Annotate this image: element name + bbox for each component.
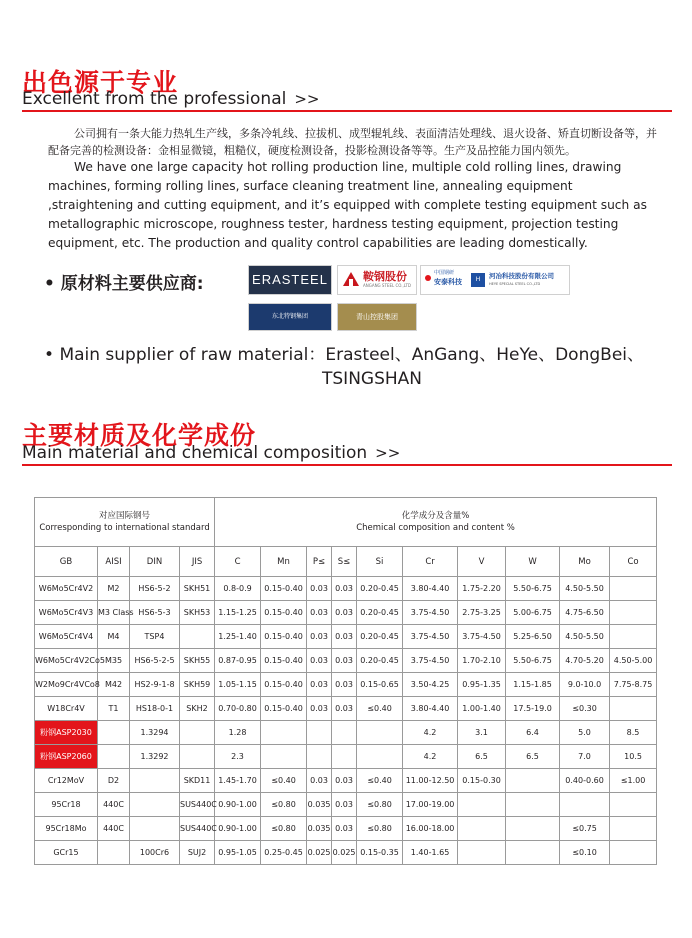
- angang-logo-text: 鞍钢股份: [363, 270, 407, 283]
- column-header-c: C: [215, 547, 261, 577]
- table-cell: 1.70-2.10: [458, 649, 506, 673]
- table-cell: SKH59: [180, 673, 215, 697]
- table-cell: [98, 745, 130, 769]
- table-cell: ≤0.80: [357, 817, 403, 841]
- table-cell: 4.2: [403, 745, 458, 769]
- table-cell: 1.3292: [130, 745, 180, 769]
- table-cell: 17.00-19.00: [403, 793, 458, 817]
- table-row: [35, 745, 657, 769]
- table-cell: SKH53: [180, 601, 215, 625]
- column-header-cr: Cr: [403, 547, 458, 577]
- table-row: [35, 601, 657, 625]
- table-cell: 10.5: [610, 745, 657, 769]
- table-cell: [458, 793, 506, 817]
- section-title-en-text: Excellent from the professional: [22, 89, 287, 109]
- table-cell: 9.0-10.0: [560, 673, 610, 697]
- table-cell: 0.15-0.40: [261, 649, 307, 673]
- column-header-si: Si: [357, 547, 403, 577]
- table-cell: 0.20-0.45: [357, 625, 403, 649]
- table-cell: 0.90-1.00: [215, 817, 261, 841]
- table-cell: 0.03: [307, 625, 332, 649]
- table-cell: [610, 577, 657, 601]
- table-cell: M3 Class: [98, 601, 130, 625]
- table-cell: 0.03: [332, 649, 357, 673]
- antai-logo-sub: 中国钢研: [434, 270, 455, 276]
- table-cell: 6.5: [458, 745, 506, 769]
- table-cell: ≤0.75: [560, 817, 610, 841]
- table-cell: [610, 841, 657, 865]
- tsingshan-logo: [337, 303, 417, 331]
- table-row: [35, 697, 657, 721]
- section2-divider: [22, 464, 672, 466]
- table-cell: 0.15-0.65: [357, 673, 403, 697]
- table-cell: [610, 601, 657, 625]
- table-cell: [506, 841, 560, 865]
- table-cell: W6Mo5Cr4V2Co5: [35, 649, 98, 673]
- table-cell: [506, 793, 560, 817]
- table-row: [35, 673, 657, 697]
- supplier-label-en-line1: Main supplier of raw material：Erasteel、AnGang、HeYe、DongBei、: [59, 345, 644, 365]
- table-cell: M42: [98, 673, 130, 697]
- table-cell: 5.50-6.75: [506, 577, 560, 601]
- table-cell: 6.4: [506, 721, 560, 745]
- table-cell: D2: [98, 769, 130, 793]
- table-cell: [560, 793, 610, 817]
- table-cell: [98, 721, 130, 745]
- table-cell: 2.75-3.25: [458, 601, 506, 625]
- table-cell: [506, 817, 560, 841]
- table-cell: [307, 721, 332, 745]
- column-header-mn: Mn: [261, 547, 307, 577]
- table-cell: SKH2: [180, 697, 215, 721]
- table-cell: 1.40-1.65: [403, 841, 458, 865]
- composition-header: [215, 498, 657, 547]
- table-row: [35, 817, 657, 841]
- table-cell: 5.50-6.75: [506, 649, 560, 673]
- table-cell: [261, 721, 307, 745]
- table-cell: 0.25-0.45: [261, 841, 307, 865]
- table-cell: 0.15-0.40: [261, 697, 307, 721]
- table-cell: 0.95-1.35: [458, 673, 506, 697]
- table-cell: 0.20-0.45: [357, 649, 403, 673]
- table-cell: 粉钢ASP2030: [35, 721, 98, 745]
- table-cell: 100Cr6: [130, 841, 180, 865]
- table-cell: 0.15-0.40: [261, 625, 307, 649]
- table-cell: [357, 745, 403, 769]
- supplier-label-en: • Main supplier of raw material：Erasteel、AnGang、HeYe、DongBei、 TSINGSHAN: [44, 343, 674, 391]
- table-cell: 0.87-0.95: [215, 649, 261, 673]
- table-cell: 0.035: [307, 817, 332, 841]
- table-cell: 1.3294: [130, 721, 180, 745]
- table-cell: 440C: [98, 817, 130, 841]
- table-cell: 0.15-0.40: [261, 601, 307, 625]
- table-cell: HS6-5-2-5: [130, 649, 180, 673]
- table-cell: 4.50-5.50: [560, 625, 610, 649]
- table-cell: 0.025: [307, 841, 332, 865]
- table-row: [35, 841, 657, 865]
- table-cell: 1.45-1.70: [215, 769, 261, 793]
- table-row: [35, 793, 657, 817]
- table-cell: SKH51: [180, 577, 215, 601]
- table-cell: [130, 817, 180, 841]
- table-cell: 4.50-5.00: [610, 649, 657, 673]
- table-cell: 0.8-0.9: [215, 577, 261, 601]
- table-cell: 0.03: [332, 697, 357, 721]
- dongbei-logo-text: 东北特钢集团: [271, 313, 308, 320]
- standard-header: [35, 498, 215, 547]
- table-cell: 0.03: [307, 697, 332, 721]
- table-row: [35, 577, 657, 601]
- table-cell: 0.90-1.00: [215, 793, 261, 817]
- heye-logo-sub: HEYE SPECIAL STEEL CO.,LTD: [489, 282, 541, 286]
- intro-paragraph-en: We have one large capacity hot rolling production line, multiple cold rolling lines, drawing machines, forming rolling lines, surface cleaning treatment line, annealing equipment ,straightening and cutting equipment, and it’s equipped with complete testing equipment such as metallographic microscope, roughness tester, hardness testing equipment, projection testing equipment, etc. The production and quality control capabilities are leading domestically.: [48, 160, 647, 250]
- table-cell: W6Mo5Cr4V2: [35, 577, 98, 601]
- table-cell: 0.15-0.40: [261, 673, 307, 697]
- angang-logo: [337, 265, 417, 295]
- table-cell: 2.3: [215, 745, 261, 769]
- table-cell: 95Cr18: [35, 793, 98, 817]
- table-cell: 0.03: [332, 577, 357, 601]
- table-cell: 8.5: [610, 721, 657, 745]
- table-cell: 0.70-0.80: [215, 697, 261, 721]
- table-row: [35, 769, 657, 793]
- arrows-icon: >>: [294, 90, 320, 108]
- table-cell: ≤0.80: [261, 793, 307, 817]
- table-cell: 1.15-1.85: [506, 673, 560, 697]
- table-cell: Cr12MoV: [35, 769, 98, 793]
- table-cell: SUS440C: [180, 817, 215, 841]
- table-cell: 0.03: [332, 793, 357, 817]
- table-cell: W18Cr4V: [35, 697, 98, 721]
- table-cell: 4.2: [403, 721, 458, 745]
- section-title-en: [22, 89, 319, 109]
- table-cell: SUS440C: [180, 793, 215, 817]
- table-cell: [610, 697, 657, 721]
- table-cell: W6Mo5Cr4V4: [35, 625, 98, 649]
- table-cell: 5.0: [560, 721, 610, 745]
- table-cell: 0.20-0.45: [357, 577, 403, 601]
- table-cell: M35: [98, 649, 130, 673]
- table-cell: 3.80-4.40: [403, 697, 458, 721]
- table-cell: 0.15-0.40: [261, 577, 307, 601]
- column-header-row: [35, 547, 657, 577]
- table-cell: ≤0.10: [560, 841, 610, 865]
- column-header-p: P≤: [307, 547, 332, 577]
- table-cell: 0.03: [332, 817, 357, 841]
- heye-logo: [420, 265, 570, 295]
- table-cell: 95Cr18Mo: [35, 817, 98, 841]
- table-cell: [332, 745, 357, 769]
- tsingshan-logo-text: 青山控股集团: [356, 313, 398, 321]
- column-header-aisi: AISI: [98, 547, 130, 577]
- table-cell: [130, 793, 180, 817]
- table-cell: 1.75-2.20: [458, 577, 506, 601]
- table-cell: 1.28: [215, 721, 261, 745]
- table-cell: TSP4: [130, 625, 180, 649]
- table-cell: HS6-5-3: [130, 601, 180, 625]
- table-cell: SUJ2: [180, 841, 215, 865]
- dongbei-logo: [248, 303, 332, 331]
- angang-logo-sub: ANGANG STEEL CO.,LTD: [363, 283, 411, 288]
- table-cell: 粉钢ASP2060: [35, 745, 98, 769]
- section-divider: [22, 110, 672, 112]
- table-cell: ≤0.80: [357, 793, 403, 817]
- table-cell: 4.70-5.20: [560, 649, 610, 673]
- table-cell: 0.025: [332, 841, 357, 865]
- table-cell: ≤0.40: [357, 769, 403, 793]
- table-cell: W6Mo5Cr4V3: [35, 601, 98, 625]
- section2-title-en: [22, 443, 400, 463]
- table-cell: [332, 721, 357, 745]
- supplier-label-cn-text: 原材料主要供应商:: [60, 274, 204, 294]
- supplier-label-cn: • 原材料主要供应商:: [44, 274, 204, 294]
- column-header-din: DIN: [130, 547, 180, 577]
- table-cell: 0.95-1.05: [215, 841, 261, 865]
- table-cell: GCr15: [35, 841, 98, 865]
- table-cell: 6.5: [506, 745, 560, 769]
- table-cell: 5.00-6.75: [506, 601, 560, 625]
- table-cell: 0.03: [332, 625, 357, 649]
- table-cell: HS18-0-1: [130, 697, 180, 721]
- table-cell: [458, 841, 506, 865]
- table-cell: [506, 769, 560, 793]
- table-row: [35, 721, 657, 745]
- table-cell: 4.75-6.50: [560, 601, 610, 625]
- table-cell: HS2-9-1-8: [130, 673, 180, 697]
- antai-logo-text: 安泰科技: [434, 278, 462, 286]
- table-cell: 440C: [98, 793, 130, 817]
- arrows-icon: >>: [375, 444, 401, 462]
- table-cell: 3.80-4.40: [403, 577, 458, 601]
- table-cell: 0.035: [307, 793, 332, 817]
- table-cell: 0.03: [307, 601, 332, 625]
- column-header-w: W: [506, 547, 560, 577]
- section2-title-cn: 主要材质及化学成份: [22, 421, 257, 450]
- table-cell: [98, 841, 130, 865]
- table-row: [35, 625, 657, 649]
- section2-title-en-text: Main material and chemical composition: [22, 443, 368, 463]
- antai-dot-icon: [425, 275, 431, 281]
- column-header-jis: JIS: [180, 547, 215, 577]
- column-header-mo: Mo: [560, 547, 610, 577]
- table-cell: ≤0.40: [261, 769, 307, 793]
- supplier-label-en-line2: TSINGSHAN: [322, 369, 422, 389]
- table-cell: [610, 793, 657, 817]
- table-cell: 16.00-18.00: [403, 817, 458, 841]
- table-cell: M2: [98, 577, 130, 601]
- table-cell: 11.00-12.50: [403, 769, 458, 793]
- table-cell: HS6-5-2: [130, 577, 180, 601]
- column-header-co: Co: [610, 547, 657, 577]
- table-cell: 7.0: [560, 745, 610, 769]
- table-cell: 3.75-4.50: [403, 649, 458, 673]
- table-cell: 3.75-4.50: [403, 625, 458, 649]
- table-cell: 3.50-4.25: [403, 673, 458, 697]
- table-cell: [130, 769, 180, 793]
- table-cell: 1.00-1.40: [458, 697, 506, 721]
- table-cell: [610, 625, 657, 649]
- table-cell: SKH55: [180, 649, 215, 673]
- table-cell: 0.03: [332, 673, 357, 697]
- heye-emblem-icon: H: [471, 273, 485, 287]
- table-row: [35, 649, 657, 673]
- table-cell: 0.15-0.35: [357, 841, 403, 865]
- table-cell: ≤0.40: [357, 697, 403, 721]
- table-cell: 0.20-0.45: [357, 601, 403, 625]
- table-cell: 1.15-1.25: [215, 601, 261, 625]
- table-cell: M4: [98, 625, 130, 649]
- table-cell: ≤0.30: [560, 697, 610, 721]
- table-cell: 17.5-19.0: [506, 697, 560, 721]
- table-cell: [307, 745, 332, 769]
- table-cell: 0.03: [332, 601, 357, 625]
- erasteel-logo-text: ERASTEEL: [252, 272, 328, 287]
- table-cell: 0.03: [307, 769, 332, 793]
- table-cell: 7.75-8.75: [610, 673, 657, 697]
- table-cell: 3.1: [458, 721, 506, 745]
- table-cell: 0.15-0.30: [458, 769, 506, 793]
- table-cell: 3.75-4.50: [458, 625, 506, 649]
- table-cell: 1.05-1.15: [215, 673, 261, 697]
- table-cell: W2Mo9Cr4VCo8: [35, 673, 98, 697]
- column-header-gb: GB: [35, 547, 98, 577]
- table-cell: T1: [98, 697, 130, 721]
- table-cell: 3.75-4.50: [403, 601, 458, 625]
- composition-header-en: Chemical composition and content %: [356, 523, 515, 533]
- angang-emblem-icon: [341, 270, 361, 290]
- column-header-v: V: [458, 547, 506, 577]
- table-cell: [458, 817, 506, 841]
- table-cell: [180, 745, 215, 769]
- table-cell: [357, 721, 403, 745]
- table-cell: [261, 745, 307, 769]
- table-cell: ≤0.80: [261, 817, 307, 841]
- heye-logo-text: 河冶科技股份有限公司: [489, 272, 554, 280]
- table-cell: 5.25-6.50: [506, 625, 560, 649]
- standard-header-en: Corresponding to international standard: [39, 523, 210, 533]
- table-cell: 0.03: [332, 769, 357, 793]
- table-cell: ≤1.00: [610, 769, 657, 793]
- table-cell: [180, 721, 215, 745]
- chemical-composition-table: [34, 497, 657, 865]
- table-cell: 0.03: [307, 577, 332, 601]
- table-cell: [180, 625, 215, 649]
- standard-header-cn: 对应国际钢号: [99, 511, 151, 521]
- table-cell: 0.03: [307, 673, 332, 697]
- intro-paragraph-cn: 公司拥有一条大能力热轧生产线，多条冷轧线、拉拔机、成型辊轧线、表面清洁处理线、退火设备、矫直切断设备等，并配备完善的检测设备：金相显微镜，粗糙仪，硬度检测设备，投影检测设备等等。生产及品控能力国内领先。: [48, 127, 657, 157]
- table-cell: [610, 817, 657, 841]
- table-cell: 0.03: [307, 649, 332, 673]
- table-cell: SKD11: [180, 769, 215, 793]
- column-header-s: S≤: [332, 547, 357, 577]
- table-cell: 0.40-0.60: [560, 769, 610, 793]
- composition-header-cn: 化学成分及含量%: [401, 511, 470, 521]
- table-cell: 1.25-1.40: [215, 625, 261, 649]
- table-cell: 4.50-5.50: [560, 577, 610, 601]
- erasteel-logo: [248, 265, 332, 295]
- section-title-cn: 出色源于专业: [22, 68, 179, 97]
